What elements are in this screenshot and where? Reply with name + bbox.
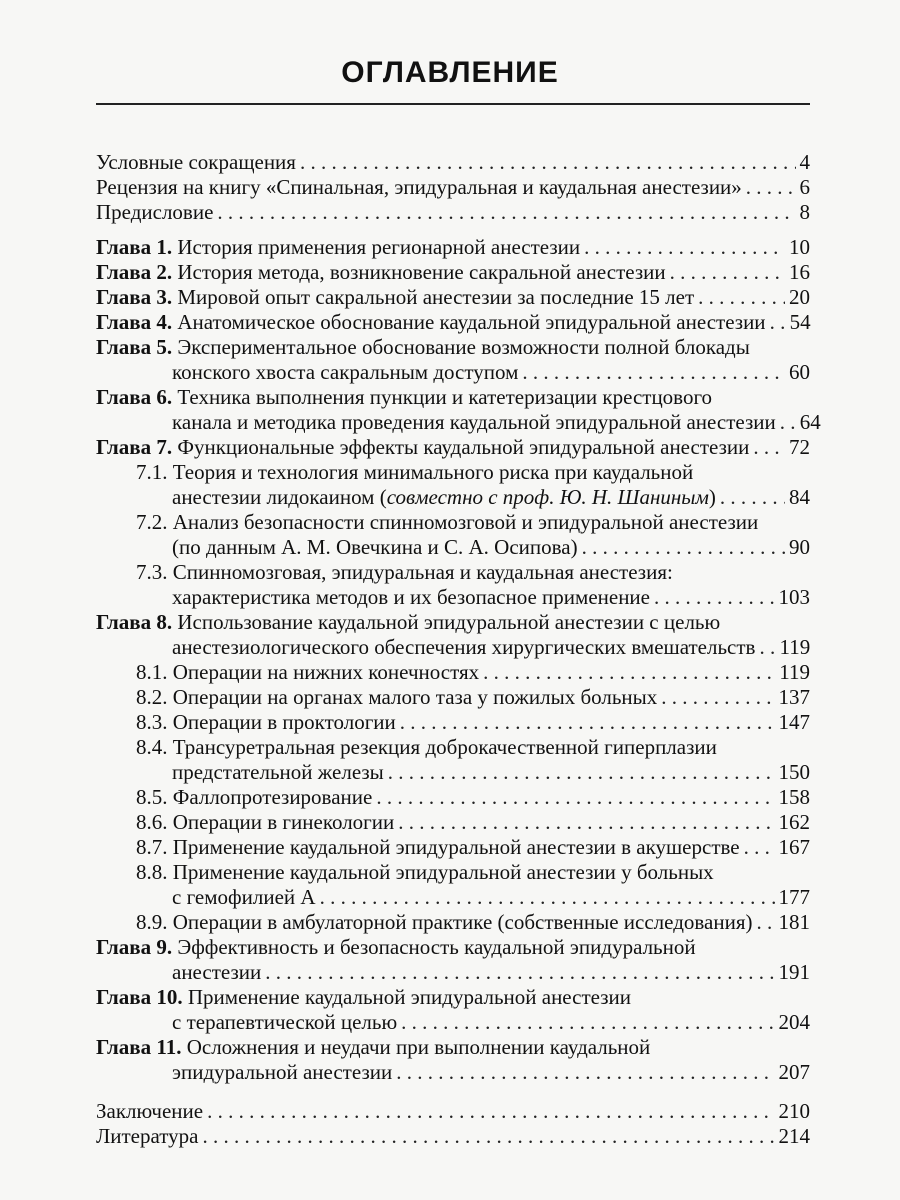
toc-chapter-6-cont[interactable]: канала и методика проведения каудальной эпидуральной анестезии . . . 64	[96, 410, 810, 435]
toc-entry-review[interactable]: Рецензия на книгу «Спинальная, эпидуральная и каудальная анестезии» . . . 6	[96, 175, 810, 200]
page-number: 84	[789, 485, 810, 509]
toc-chapter-5-cont[interactable]: конского хвоста сакральным доступом . . . 60	[96, 360, 810, 385]
toc-chapter-9[interactable]: Глава 9. Эффективность и безопасность каудальной эпидуральной	[96, 935, 696, 959]
page-number: 4	[799, 150, 810, 174]
toc-entry-conclusion[interactable]: Заключение . . . 210	[96, 1099, 810, 1124]
toc-section-8-4-cont[interactable]: предстательной железы . . . 150	[96, 760, 810, 785]
page-number: 72	[789, 435, 810, 459]
toc-chapter-11-cont[interactable]: эпидуральной анестезии . . . 207	[96, 1060, 810, 1085]
page-number: 103	[778, 585, 810, 609]
toc-entry-literature[interactable]: Литература . . . 214	[96, 1124, 810, 1149]
toc-section-7-1-cont[interactable]: анестезии лидокаином (совместно с проф. Ю. Н. Шаниным) . . . 84	[96, 485, 810, 510]
toc-section-7-1[interactable]: 7.1. Теория и технология минимального риска при каудальной	[136, 460, 694, 484]
toc-section-8-5[interactable]: 8.5. Фаллопротезирование . . . 158	[96, 785, 810, 810]
toc-section-8-8-cont[interactable]: с гемофилией А . . . 177	[96, 885, 810, 910]
toc-entry-abbreviations[interactable]: Условные сокращения . . . 4	[96, 150, 810, 175]
page-number: 90	[789, 535, 810, 559]
toc-chapter-7[interactable]: Глава 7. Функциональные эффекты каудальной эпидуральной анестезии . . . 72	[96, 435, 810, 460]
page-number: 119	[779, 660, 810, 684]
chapter-label: Глава 11.	[96, 1035, 182, 1059]
toc-section-8-2[interactable]: 8.2. Операции на органах малого таза у пожилых больных . . . 137	[96, 685, 810, 710]
chapter-label: Глава 6.	[96, 385, 173, 409]
toc-chapter-10[interactable]: Глава 10. Применение каудальной эпидуральной анестезии	[96, 985, 631, 1009]
page-number: 191	[778, 960, 810, 984]
toc-section-7-2-cont[interactable]: (по данным А. М. Овечкина и С. А. Осипова) . . . 90	[96, 535, 810, 560]
toc-chapter-8[interactable]: Глава 8. Использование каудальной эпидуральной анестезии с целью	[96, 610, 721, 634]
toc-section-8-9[interactable]: 8.9. Операции в амбулаторной практике (собственные исследования) . . . 181	[96, 910, 810, 935]
page-number: 150	[778, 760, 810, 784]
page-number: 16	[789, 260, 810, 284]
toc-section-7-3-cont[interactable]: характеристика методов и их безопасное применение . . . 103	[96, 585, 810, 610]
page-number: 64	[799, 410, 821, 434]
page-number: 181	[778, 910, 810, 934]
toc-section-7-2[interactable]: 7.2. Анализ безопасности спинномозговой и эпидуральной анестезии	[136, 510, 759, 534]
page-number: 60	[789, 360, 810, 384]
chapter-label: Глава 1.	[96, 235, 173, 259]
page-number: 20	[789, 285, 810, 309]
chapter-label: Глава 10.	[96, 985, 183, 1009]
toc-chapter-10-cont[interactable]: с терапевтической целью . . . 204	[96, 1010, 810, 1035]
toc-chapter-3[interactable]: Глава 3. Мировой опыт сакральной анестезии за последние 15 лет . . . 20	[96, 285, 810, 310]
chapter-label: Глава 5.	[96, 335, 173, 359]
toc-chapter-11[interactable]: Глава 11. Осложнения и неудачи при выполнении каудальной	[96, 1035, 651, 1059]
toc-chapter-1[interactable]: Глава 1. История применения регионарной анестезии . . . 10	[96, 235, 810, 260]
chapter-label: Глава 8.	[96, 610, 173, 634]
title-divider	[96, 103, 810, 105]
page-number: 204	[778, 1010, 810, 1034]
toc-chapter-8-cont[interactable]: анестезиологического обеспечения хирургических вмешательств . . . 119	[96, 635, 810, 660]
chapter-label: Глава 7.	[96, 435, 173, 459]
page-number: 119	[779, 635, 811, 659]
page-number: 158	[778, 785, 810, 809]
page-number: 162	[778, 810, 810, 834]
page-number: 54	[789, 310, 811, 334]
toc-section-8-8[interactable]: 8.8. Применение каудальной эпидуральной анестезии у больных	[136, 860, 714, 884]
page-number: 137	[778, 685, 810, 709]
toc-section-8-7[interactable]: 8.7. Применение каудальной эпидуральной анестезии в акушерстве . . . 167	[96, 835, 810, 860]
page-number: 147	[778, 710, 810, 734]
page-number: 177	[778, 885, 810, 909]
toc-chapter-6[interactable]: Глава 6. Техника выполнения пункции и катетеризации крестцового	[96, 385, 713, 409]
toc-section-8-1[interactable]: 8.1. Операции на нижних конечностях . . . 119	[96, 660, 810, 685]
page-title: ОГЛАВЛЕНИЕ	[341, 56, 559, 89]
page-number: 214	[778, 1124, 810, 1148]
chapter-label: Глава 9.	[96, 935, 173, 959]
toc-entry-preface[interactable]: Предисловие . . . 8	[96, 200, 810, 225]
toc-chapter-5[interactable]: Глава 5. Экспериментальное обоснование возможности полной блокады	[96, 335, 750, 359]
toc-section-8-4[interactable]: 8.4. Трансуретральная резекция доброкачественной гиперплазии	[136, 735, 717, 759]
chapter-label: Глава 3.	[96, 285, 173, 309]
toc-chapter-4[interactable]: Глава 4. Анатомическое обоснование каудальной эпидуральной анестезии . . . 54	[96, 310, 810, 335]
page-number: 6	[799, 175, 810, 199]
page-number: 167	[778, 835, 810, 859]
chapter-label: Глава 2.	[96, 260, 173, 284]
page-number: 10	[789, 235, 810, 259]
chapter-label: Глава 4.	[96, 310, 173, 334]
page-number: 210	[778, 1099, 810, 1123]
toc-section-8-3[interactable]: 8.3. Операции в проктологии . . . 147	[96, 710, 810, 735]
toc-chapter-9-cont[interactable]: анестезии . . . 191	[96, 960, 810, 985]
page-number: 8	[799, 200, 810, 224]
page-number: 207	[778, 1060, 810, 1084]
toc-section-8-6[interactable]: 8.6. Операции в гинекологии . . . 162	[96, 810, 810, 835]
table-of-contents	[96, 150, 821, 1149]
toc-chapter-2[interactable]: Глава 2. История метода, возникновение сакральной анестезии . . . 16	[96, 260, 810, 285]
toc-section-7-3[interactable]: 7.3. Спинномозговая, эпидуральная и каудальная анестезия:	[136, 560, 673, 584]
